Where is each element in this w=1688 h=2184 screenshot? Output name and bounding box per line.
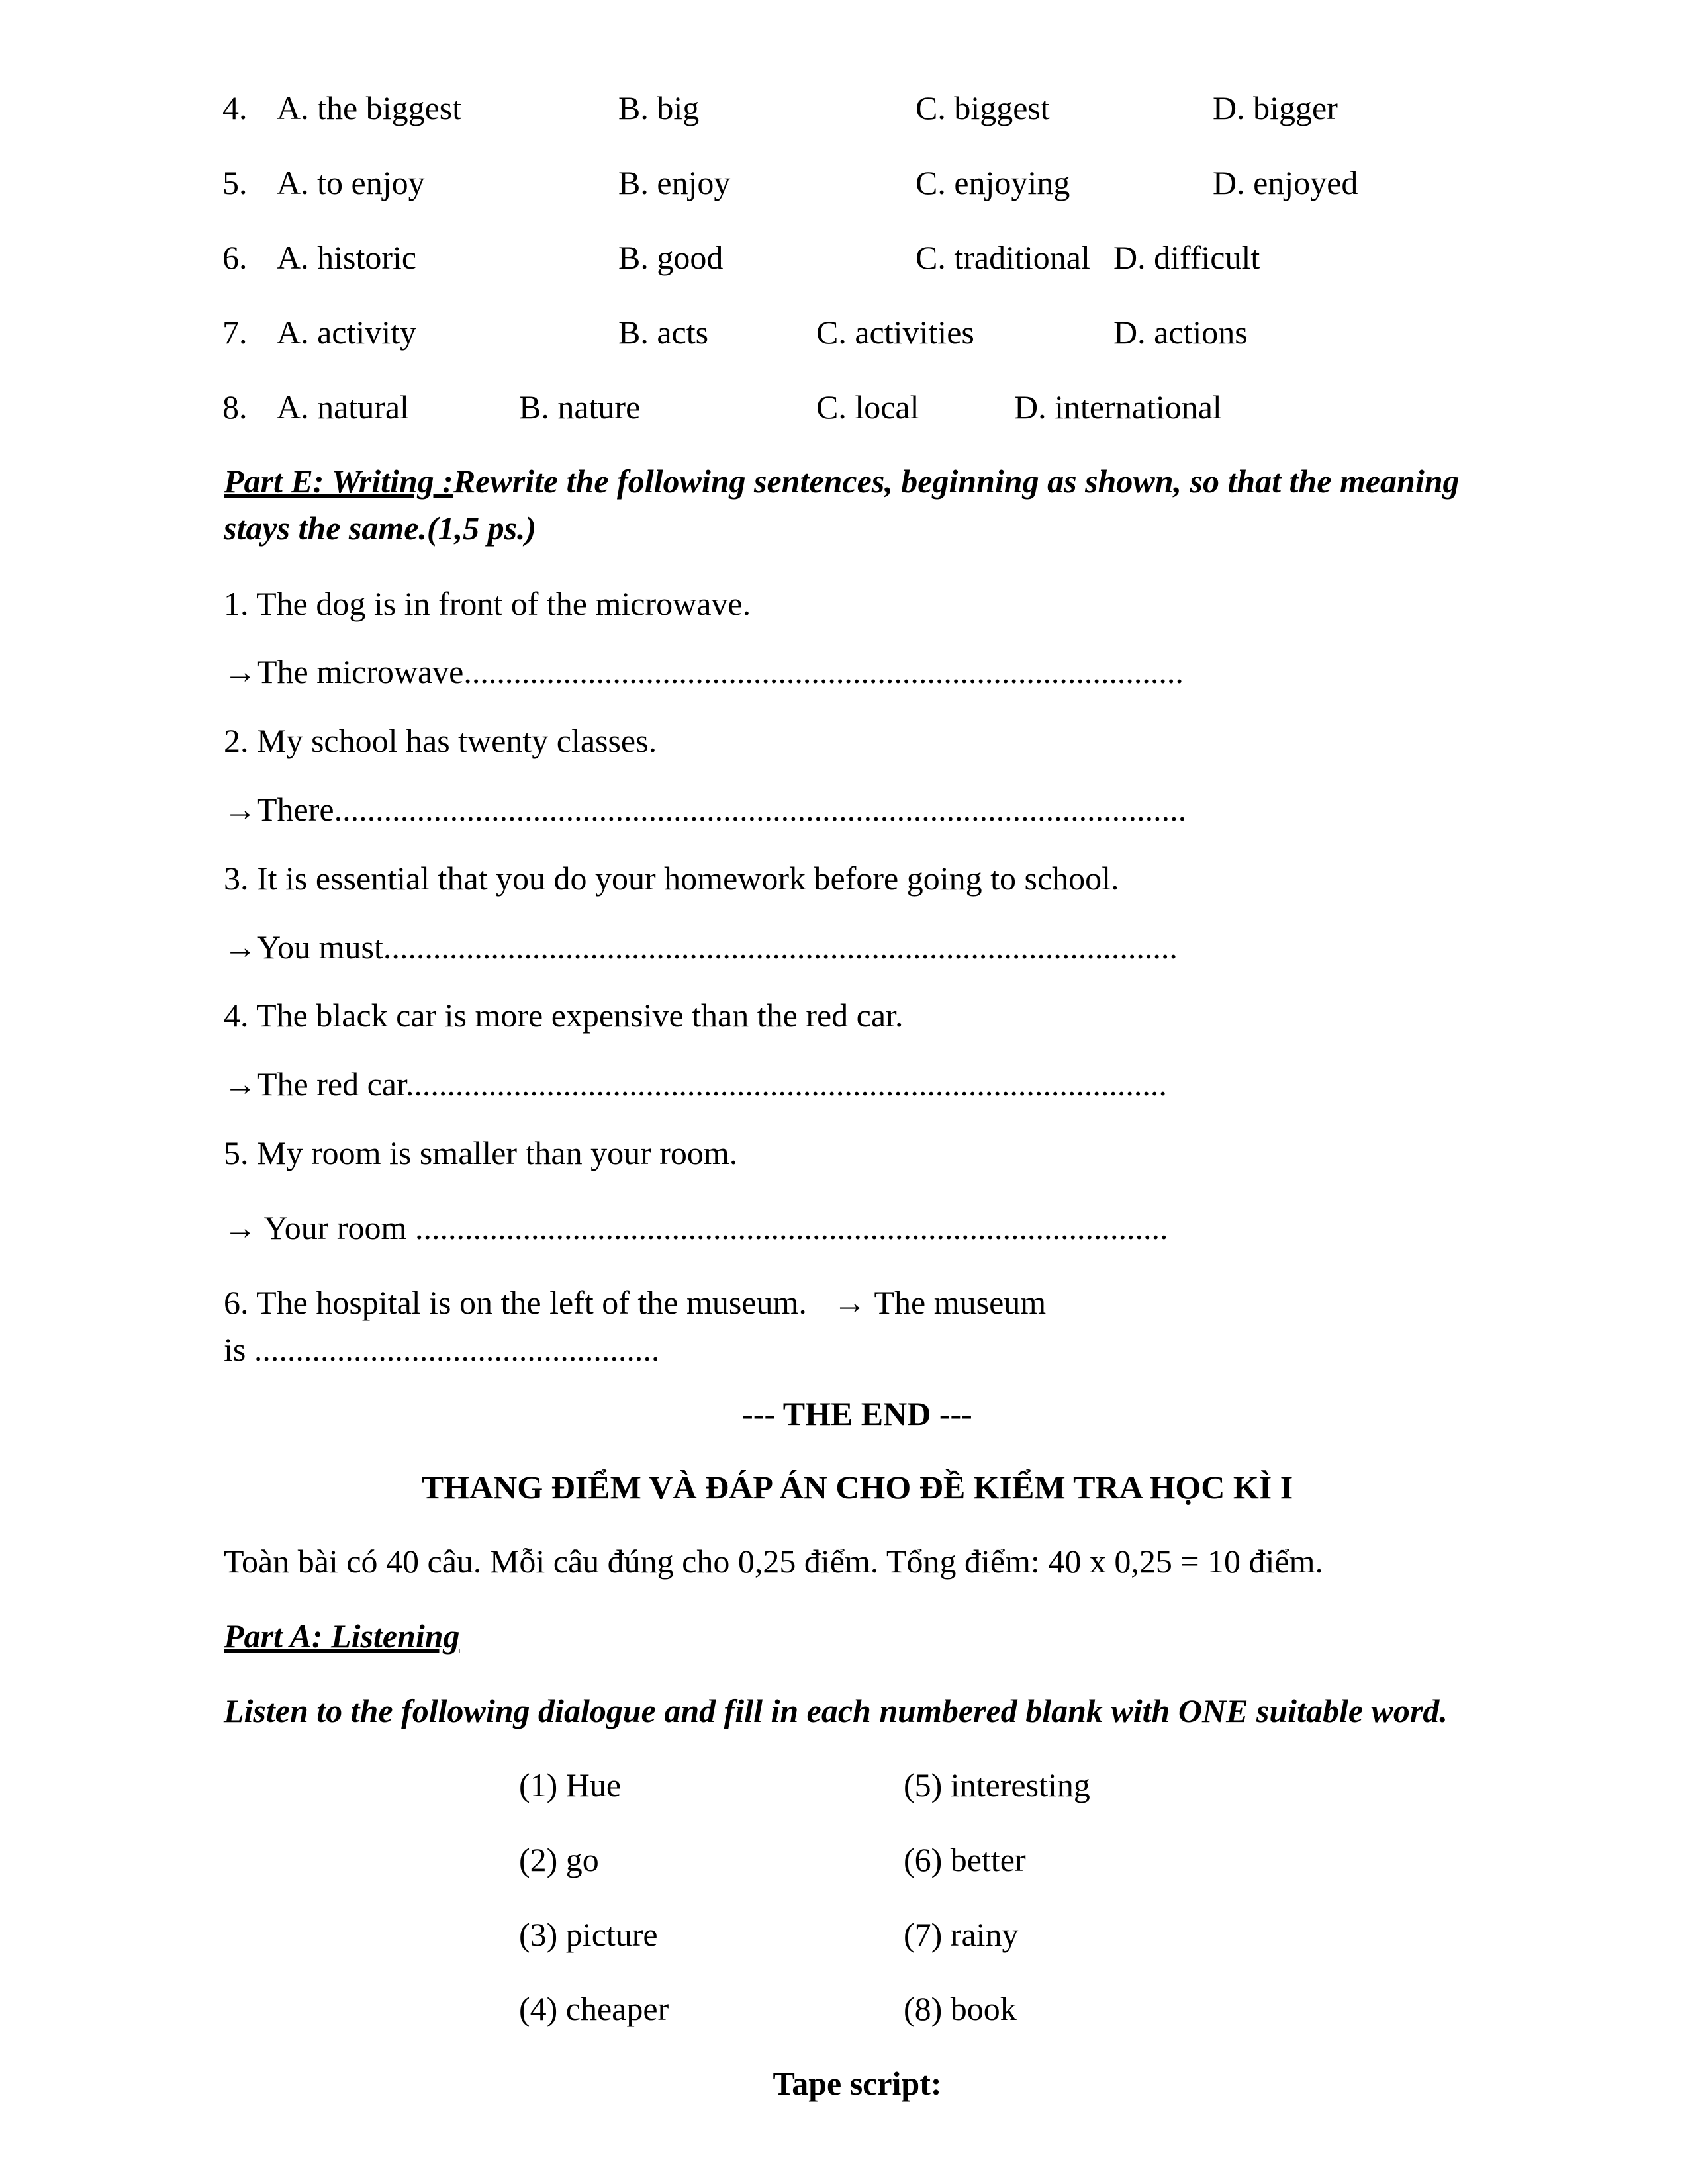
mc-option-c: C. activities	[816, 314, 974, 351]
mc-option-d: D. enjoyed	[1213, 164, 1358, 201]
tape-script-heading: Tape script:	[773, 2065, 942, 2102]
mc-option-c: C. enjoying	[915, 164, 1070, 201]
the-end: --- THE END ---	[742, 1395, 972, 1432]
arrow-right-icon: →	[224, 1066, 257, 1103]
mc-option-b: B. good	[618, 239, 724, 276]
arrow-right-icon: →	[224, 791, 257, 828]
scoring-note: Toàn bài có 40 câu. Mỗi câu đúng cho 0,25 điểm. Tổng điểm: 40 x 0,25 = 10 điểm.	[224, 1543, 1323, 1580]
part-e-instruction-line-1: Rewrite the following sentences, beginning as shown, so that the meaning	[453, 463, 1460, 500]
mc-option-b: B. nature	[519, 388, 641, 426]
writing-sentence-2: 2. My school has twenty classes.	[224, 722, 657, 759]
writing-sentence-5: 5. My room is smaller than your room.	[224, 1134, 738, 1171]
writing-answer-1	[224, 653, 1184, 691]
answer-line: You must................................................................................................	[257, 929, 1178, 966]
sentence-text: 6. The hospital is on the left of the museum.	[224, 1284, 807, 1321]
mc-option-c: C. local	[816, 388, 919, 426]
part-a-instruction: Listen to the following dialogue and fill in each numbered blank with ONE suitable word.	[224, 1692, 1448, 1729]
mc-number: 8.	[222, 388, 248, 426]
writing-sentence-4: 4. The black car is more expensive than the red car.	[224, 997, 904, 1034]
mc-number: 7.	[222, 314, 248, 351]
writing-answer-3	[224, 928, 1178, 966]
answer-1: (1) Hue	[519, 1766, 622, 1803]
arrow-right-icon: →	[833, 1284, 867, 1321]
writing-sentence-1: 1. The dog is in front of the microwave.	[224, 585, 751, 622]
mc-option-d: D. actions	[1113, 314, 1248, 351]
part-e-heading: Part E: Writing :	[224, 463, 453, 500]
answer-2: (2) go	[519, 1841, 599, 1878]
mc-option-d: D. difficult	[1113, 239, 1260, 276]
answer-7: (7) rainy	[904, 1916, 1019, 1953]
writing-sentence-3: 3. It is essential that you do your homework before going to school.	[224, 860, 1119, 897]
mc-option-a: A. natural	[277, 388, 409, 426]
mc-option-a: A. activity	[277, 314, 417, 351]
arrow-right-icon: →	[224, 653, 257, 690]
part-e-instruction-line-2: stays the same.(1,5 ps.)	[224, 510, 537, 547]
mc-option-b: B. enjoy	[618, 164, 731, 201]
mc-number: 6.	[222, 239, 248, 276]
part-a-heading: Part A: Listening	[224, 1617, 460, 1655]
answer-line: There.......................................................................................................	[257, 791, 1187, 828]
mc-number: 4.	[222, 89, 248, 126]
mc-option-d: D. bigger	[1213, 89, 1338, 126]
answer-prompt: The museum	[866, 1284, 1047, 1321]
writing-sentence-6	[224, 1283, 1046, 1322]
mc-option-d: D. international	[1014, 388, 1222, 426]
mc-option-a: A. the biggest	[277, 89, 462, 126]
arrow-right-icon: →	[224, 929, 257, 966]
mc-option-a: A. historic	[277, 239, 417, 276]
answer-3: (3) picture	[519, 1916, 658, 1953]
writing-answer-2	[224, 790, 1186, 829]
mc-option-a: A. to enjoy	[277, 164, 425, 201]
answer-8: (8) book	[904, 1990, 1017, 2027]
answer-line: The red car............................................................................................	[257, 1066, 1167, 1103]
answer-6: (6) better	[904, 1841, 1026, 1878]
writing-answer-6: is .................................................	[224, 1331, 660, 1368]
mc-option-c: C. traditional	[915, 239, 1090, 276]
mc-option-c: C. biggest	[915, 89, 1050, 126]
answer-line: Your room ...........................................................................................	[257, 1209, 1168, 1246]
answer-5: (5) interesting	[904, 1766, 1090, 1803]
answer-line: The microwave.......................................................................................	[257, 653, 1184, 690]
mc-option-b: B. acts	[618, 314, 709, 351]
part-e-instruction	[224, 462, 1460, 500]
answer-4: (4) cheaper	[519, 1990, 669, 2027]
mc-number: 5.	[222, 164, 248, 201]
writing-answer-4	[224, 1065, 1167, 1103]
answer-key-title: THANG ĐIỂM VÀ ĐÁP ÁN CHO ĐỀ KIỂM TRA HỌC KÌ I	[421, 1469, 1293, 1506]
mc-option-b: B. big	[618, 89, 700, 126]
writing-answer-5	[224, 1208, 1168, 1247]
arrow-right-icon: →	[224, 1209, 257, 1246]
